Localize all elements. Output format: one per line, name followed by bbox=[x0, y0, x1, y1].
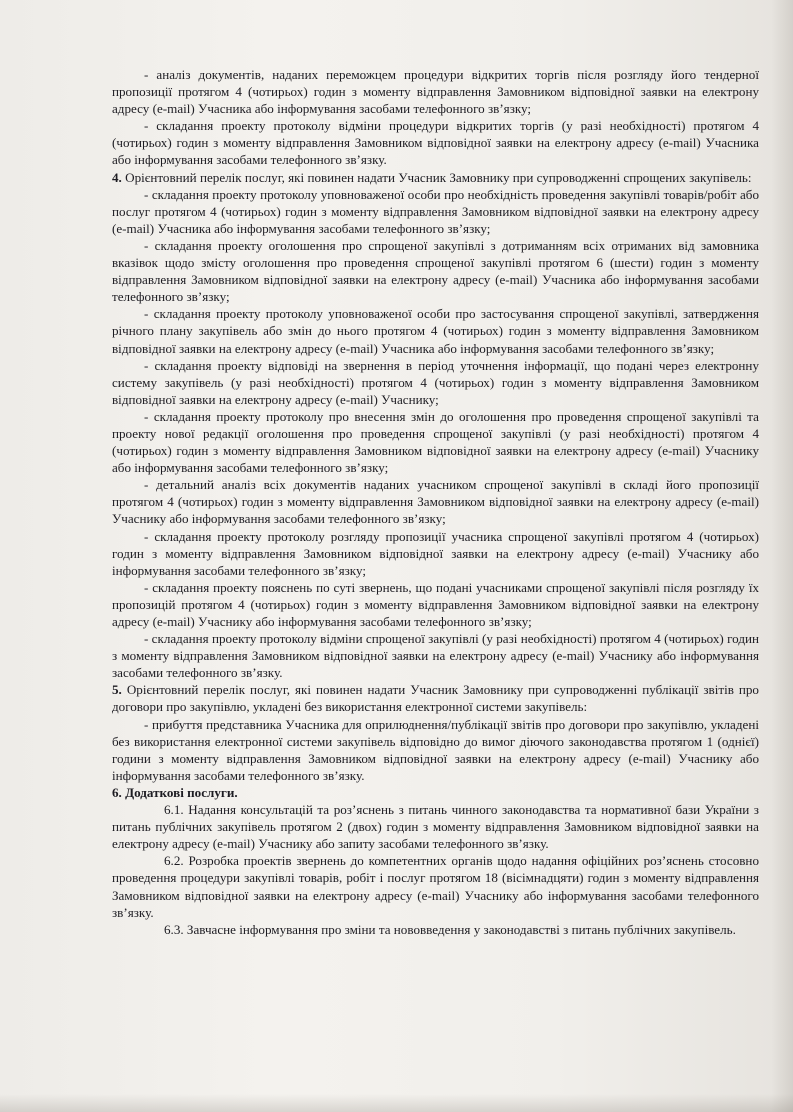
list-item: - детальний аналіз всіх документів наданих учасником спрощеної закупівлі в складі його пропозиції протягом 4 (чотирьох) годин з моменту відправлення Замовником відповідної заявки на електрону адресу (e-mail) Учаснику або інформування засобами телефонного зв’язку; bbox=[112, 477, 759, 527]
section-heading bbox=[112, 784, 759, 801]
list-item: - складання проекту оголошення про спрощеної закупівлі з дотриманням всіх отриманих від замовника вказівок щодо змісту оголошення про проведення спрощеної закупівлі протягом 6 (шести) годин з моменту відправлення Замовником відповідної заявки на електрону адресу (e-mail) Учасника або інформування засобами телефонного зв’язку; bbox=[112, 237, 759, 305]
paper-bottom-shadow bbox=[0, 1094, 793, 1112]
list-item: - складання проекту протоколу про внесення змін до оголошення про проведення спрощеної закупівлі та проекту нової редакції оголошення про проведення спрощеної закупівлі (у разі необхідності) протягом 4 (чотирьох) годин з моменту відправлення Замовником відповідної заявки на електрону адресу (e-mail) Учаснику або інформування засобами телефонного зв’язку; bbox=[112, 408, 759, 476]
section-heading bbox=[112, 169, 759, 186]
subsection-item: 6.3. Завчасне інформування про зміни та нововведення у законодавстві з питань публічних закупівель. bbox=[164, 921, 736, 937]
section-number: 5. bbox=[112, 682, 122, 698]
subsection-item: 6.1. Надання консультацій та роз’яснень з питань чинного законодавства та нормативної бази України з питань публічних закупівель протягом 2 (двох) годин з моменту відправлення Замовником відповідної заявки на електрону адресу (e-mail) Учаснику або запиту засобами телефонного зв’язку. bbox=[112, 802, 759, 852]
section-heading-text: Додаткові послуги. bbox=[125, 784, 238, 800]
list-item: - складання проекту відповіді на звернення в період уточнення інформації, що подані через електронну систему закупівель (у разі необхідності) протягом 4 (чотирьох) годин з моменту відправлення Замовником відповідної заявки на електрону адресу (e-mail) Учаснику; bbox=[112, 357, 759, 407]
list-item: - складання проекту протоколу відміни спрощеної закупівлі (у разі необхідності) протягом 4 (чотирьох) годин з моменту відправлення Замовником відповідної заявки на електрону адресу (e-mail) Учаснику або інформування засобами телефонного зв’язку. bbox=[112, 631, 759, 681]
section-heading-text: Орієнтовний перелік послуг, які повинен надати Учасник Замовнику при супроводженні публікації звітів про договори про закупівлю, укладені без використання електронної системи закупівель: bbox=[112, 682, 759, 715]
section-number: 4. bbox=[112, 169, 122, 185]
subsection-item: 6.2. Розробка проектів звернень до компетентних органів щодо надання офіційних роз’яснень стосовно проведення процедури закупівлі товарів, робіт і послуг протягом 18 (вісімнадцяти) годин з моменту відправлення Замовником відповідної заявки на електрону адресу (e-mail) Учаснику або інформування засобами телефонного зв’язку. bbox=[112, 853, 759, 920]
section-heading bbox=[112, 681, 759, 715]
paper-edge-shadow bbox=[771, 0, 793, 1112]
section-number: 6. bbox=[112, 784, 122, 800]
list-item: - складання проекту протоколу уповноваженої особи про необхідність проведення закупівлі товарів/робіт або послуг протягом 4 (чотирьох) годин з моменту відправлення Замовником відповідної заявки на електрону адресу (e-mail) Учасника або інформування засобами телефонного зв’язку; bbox=[112, 186, 759, 236]
list-item: - складання проекту протоколу уповноваженої особи про застосування спрощеної закупівлі, затвердження річного плану закупівель або змін до нього протягом 4 (чотирьох) годин з моменту відправлення Замовником відповідної заявки на електрону адресу (e-mail) Учасника або інформування засобами телефонного зв’язку; bbox=[112, 306, 759, 356]
document-body bbox=[112, 66, 759, 938]
section-heading-text: Орієнтовний перелік послуг, які повинен надати Учасник Замовнику при супроводженні спрощених закупівель: bbox=[125, 169, 752, 185]
list-item: - складання проекту протоколу відміни процедури відкритих торгів (у разі необхідності) протягом 4 (чотирьох) годин з моменту відправлення Замовником відповідної заявки на електрону адресу (e-mail) Учасника або інформування засобами телефонного зв’язку. bbox=[112, 118, 759, 168]
list-item: - прибуття представника Учасника для оприлюднення/публікації звітів про договори про закупівлю, укладені без використання електронної системи закупівель відповідно до вимог діючого законодавства протягом 1 (однієї) години з моменту відправлення Замовником відповідної заявки на електрону адресу (e-mail) Учаснику або інформування засобами телефонного зв’язку. bbox=[112, 716, 759, 783]
list-item: - аналіз документів, наданих переможцем процедури відкритих торгів після розгляду його тендерної пропозиції протягом 4 (чотирьох) годин з моменту відправлення Замовником відповідної заявки на електрону адресу (e-mail) Учасника або інформування засобами телефонного зв’язку; bbox=[112, 67, 759, 117]
list-item: - складання проекту протоколу розгляду пропозиції учасника спрощеної закупівлі протягом 4 (чотирьох) годин з моменту відправлення Замовником відповідної заявки на електрону адресу (e-mail) Учаснику або інформування засобами телефонного зв’язку; bbox=[112, 528, 759, 578]
list-item: - складання проекту пояснень по суті звернень, що подані учасниками спрощеної закупівлі після розгляду їх пропозицій протягом 4 (чотирьох) годин з моменту відправлення Замовником відповідної заявки на електрону адресу (e-mail) Учаснику або інформування засобами телефонного зв’язку; bbox=[112, 579, 759, 629]
